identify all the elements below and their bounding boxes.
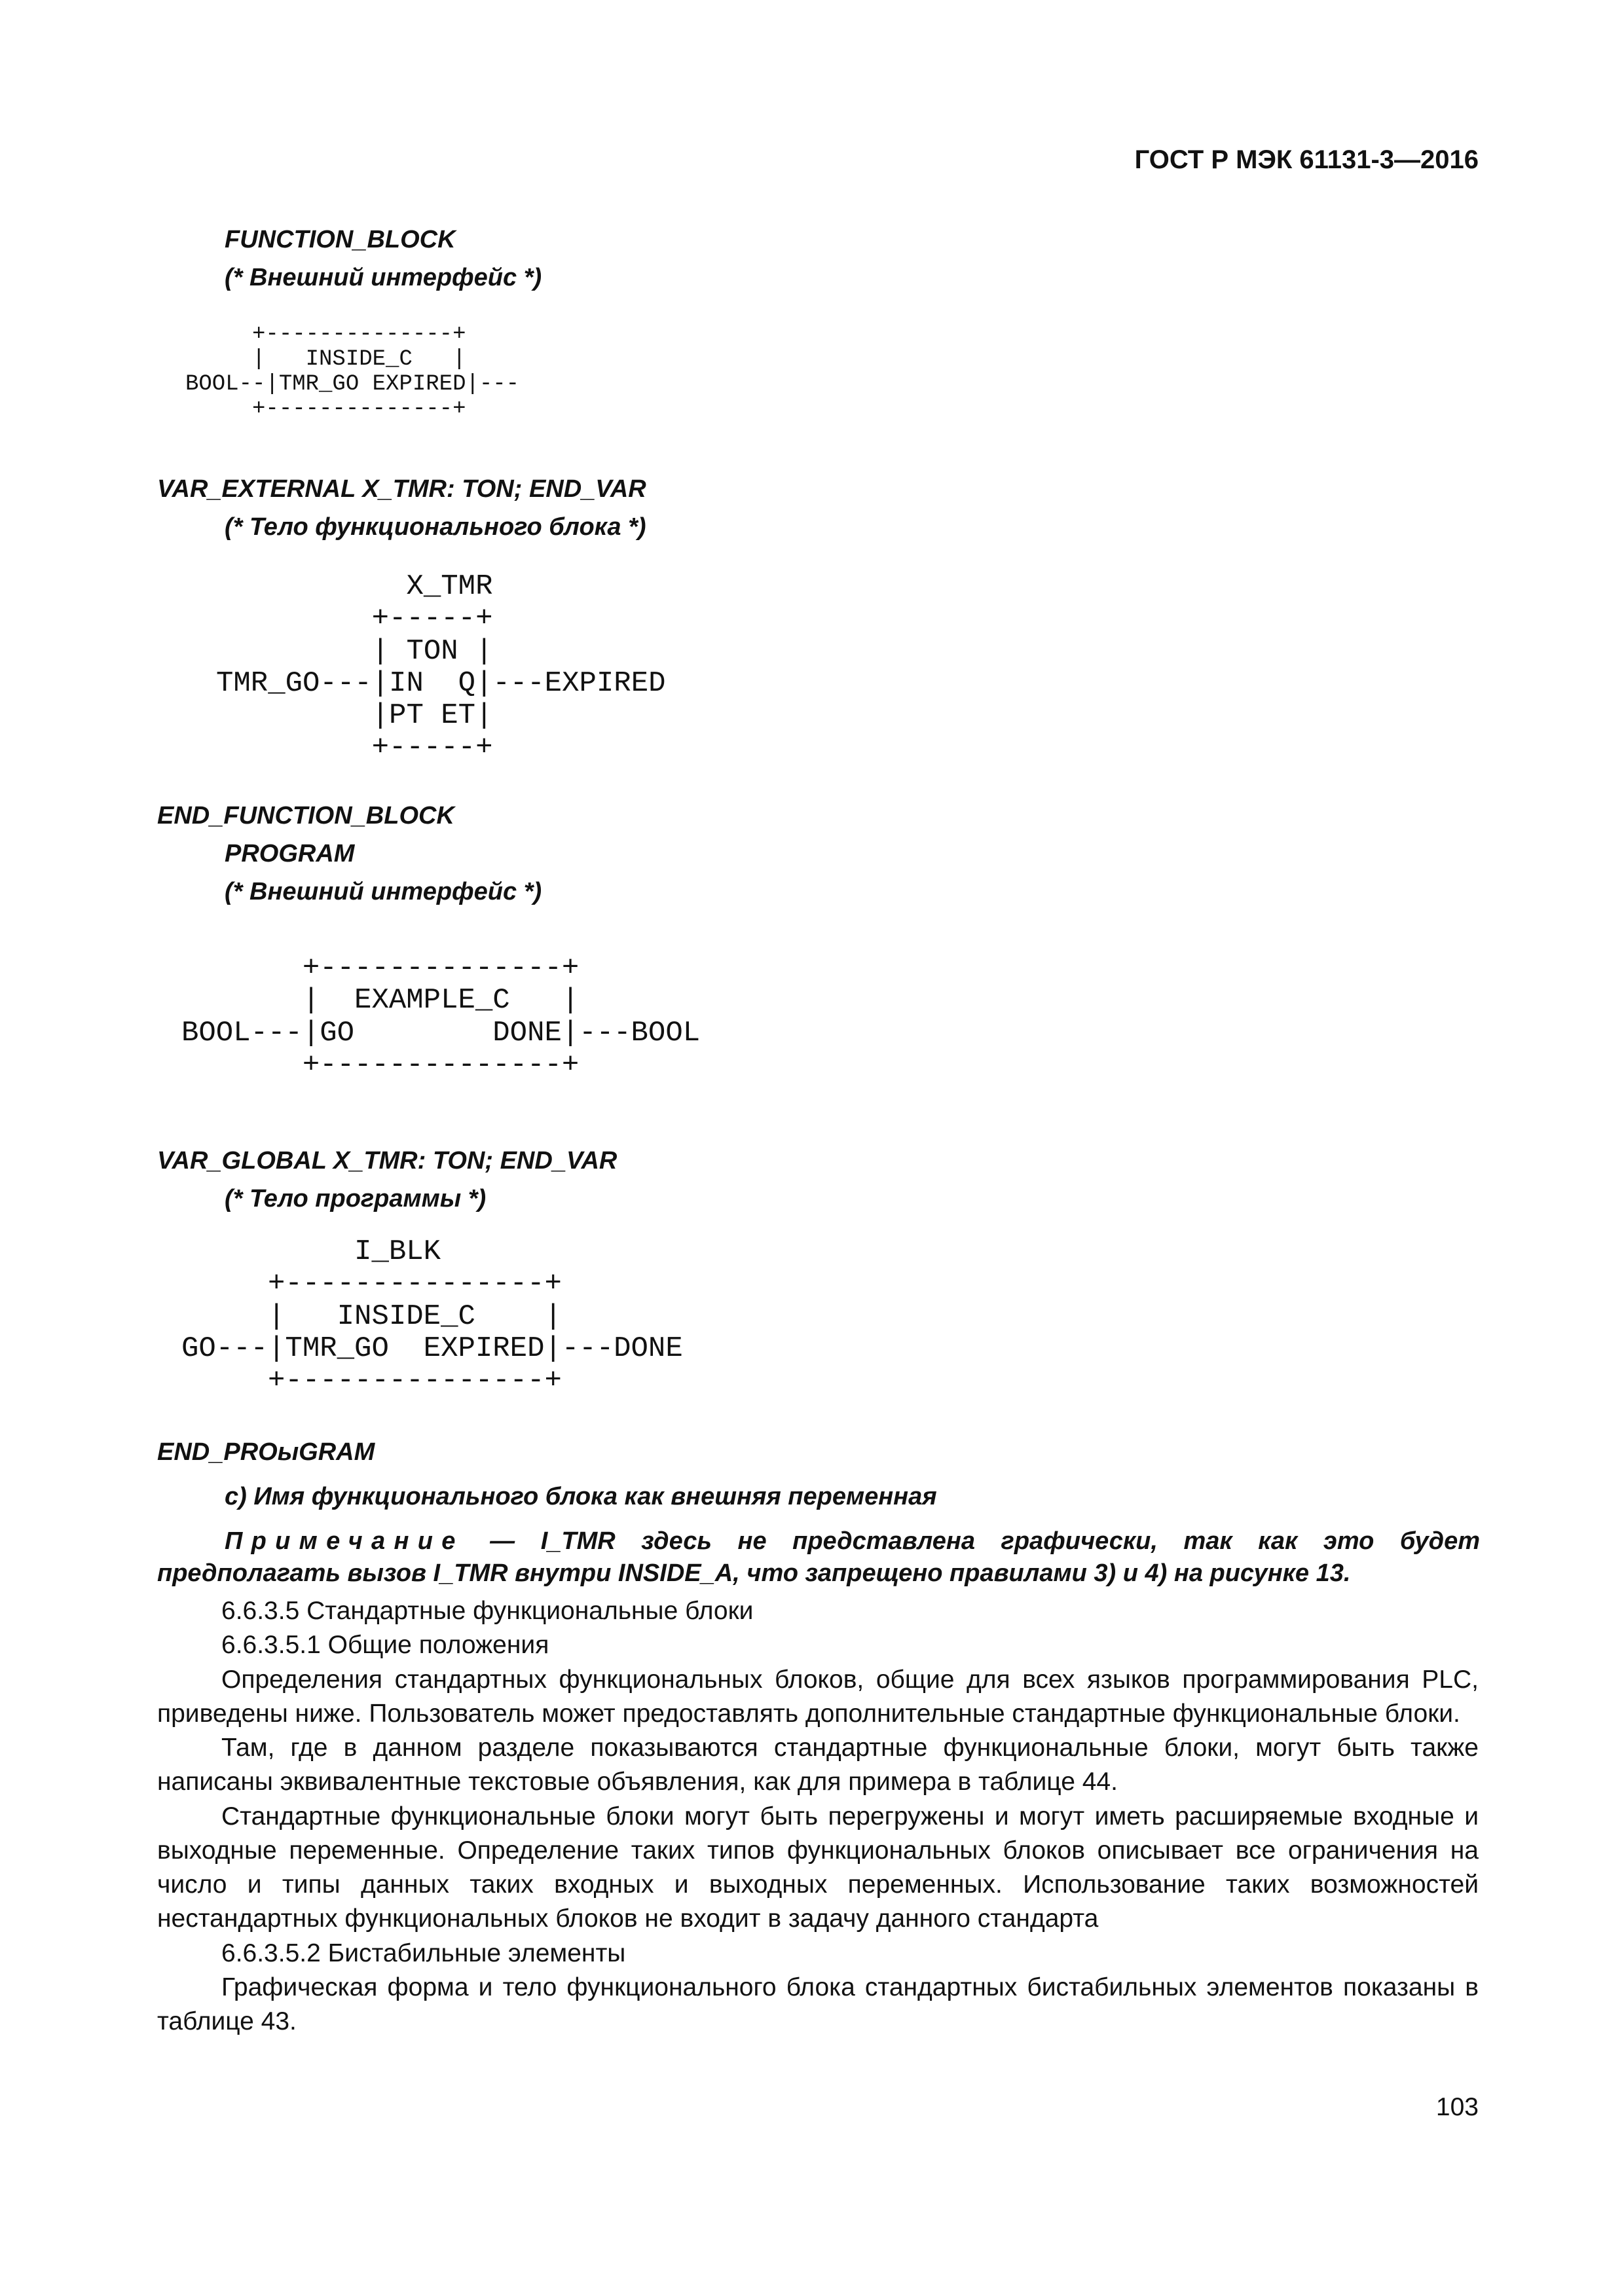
paragraph-overloading: Стандартные функциональные блоки могут быть перегружены и могут иметь расширяемые входные и выходные переменные. Определение таких типов функциональных блоков описывает все ограничения на число и типы данных таких входных и выходных переменных. Использование таких возможностей нестандартных функциональных блоков не входит в задачу данного стандарта: [157, 1802, 1479, 1933]
i-blk-body-diagram: I_BLK +---------------+ | INSIDE_C | GO---|TMR_GO EXPIRED|---DONE +---------------+: [181, 1235, 683, 1398]
page-number: 103: [1435, 2093, 1479, 2121]
program-external-interface-comment: (* Внешний интерфейс *): [225, 878, 542, 905]
end-program-keyword: END_PROыGRAM: [157, 1438, 375, 1466]
section-heading-6-6-3-5: 6.6.3.5 Стандартные функциональные блоки: [221, 1597, 754, 1625]
var-global-declaration: VAR_GLOBAL X_TMR: TON; END_VAR: [157, 1147, 618, 1175]
fb-body-comment: (* Тело функционального блока *): [225, 513, 646, 541]
fb-external-interface-comment: (* Внешний интерфейс *): [225, 264, 542, 291]
program-keyword: PROGRAM: [225, 840, 355, 867]
paragraph-bistable: Графическая форма и тело функционального блока стандартных бистабильных элементов показаны в таблице 43.: [157, 1973, 1479, 2035]
paragraph-definitions: Определения стандартных функциональных блоков, общие для всех языков программирования PLC, приведены ниже. Пользователь может предоставлять дополнительные стандартные функциональные блоки.: [157, 1665, 1479, 1728]
paragraph-text-declarations: Там, где в данном разделе показываются стандартные функциональные блоки, могут быть также написаны эквивалентные текстовые объявления, как для примера в таблице 44.: [157, 1734, 1479, 1796]
section-heading-6-6-3-5-1: 6.6.3.5.1 Общие положения: [221, 1631, 549, 1660]
ton-timer-body-diagram: X_TMR +-----+ | TON | TMR_GO---|IN Q|---EXPIRED |PT ET| +-----+: [216, 570, 666, 765]
example-c-interface-diagram: +--------------+ | EXAMPLE_C | BOOL---|GO DONE|---BOOL +--------------+: [181, 952, 701, 1082]
note-text: — I_TMR здесь не представлена графически, так как это будет предполагать вызов I_TMR внутри INSIDE_A, что запрещено правилами 3) и 4) на рисунке 13.: [157, 1527, 1480, 1588]
end-function-block-keyword: END_FUNCTION_BLOCK: [157, 802, 454, 829]
inside-c-interface-diagram: +--------------+ | INSIDE_C | BOOL--|TMR_GO EXPIRED|--- +--------------+: [185, 322, 520, 422]
program-body-comment: (* Тело программы *): [225, 1185, 487, 1212]
function-block-keyword: FUNCTION_BLOCK: [225, 226, 456, 253]
var-external-declaration: VAR_EXTERNAL X_TMR: TON; END_VAR: [157, 475, 646, 503]
note-paragraph: [157, 1525, 1480, 1590]
section-heading-6-6-3-5-2: 6.6.3.5.2 Бистабильные элементы: [221, 1939, 626, 1967]
document-standard-header: ГОСТ Р МЭК 61131-3—2016: [1134, 145, 1479, 174]
figure-caption: с) Имя функционального блока как внешняя переменная: [225, 1483, 937, 1510]
body-section: [157, 1594, 1479, 2039]
note-label: Примечание: [225, 1527, 464, 1555]
